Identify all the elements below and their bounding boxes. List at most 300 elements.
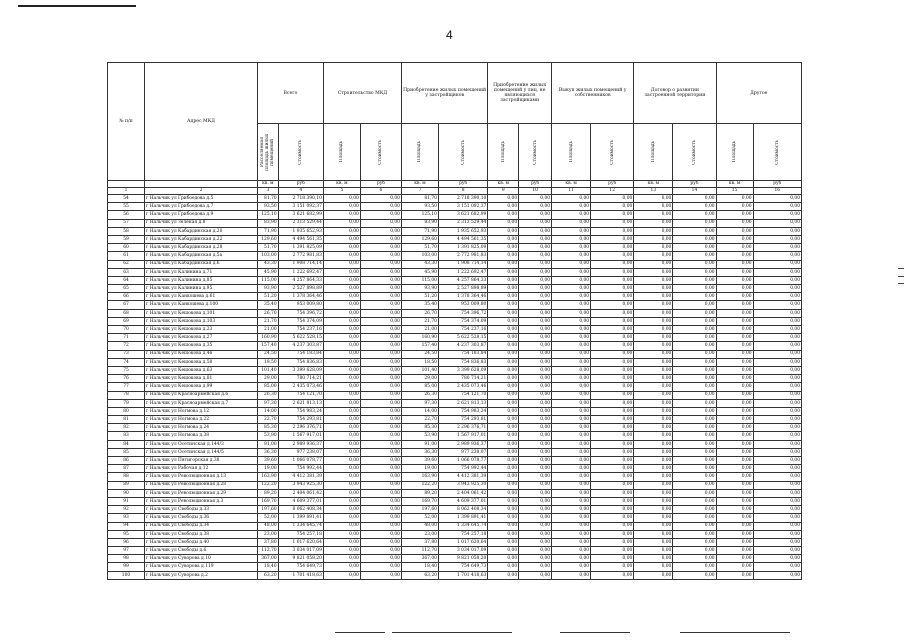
row-developer-cost: 2 527 898,89 (438, 285, 487, 293)
row-construction-area: 0,00 (323, 538, 360, 546)
row-developer-area: 129,60 (401, 235, 438, 243)
row-developer-cost: 754 374,09 (438, 317, 487, 325)
row-developer-cost: 1 222 692,47 (438, 268, 487, 276)
row-zero-value: 0,00 (519, 424, 552, 432)
row-zero-value: 0,00 (634, 268, 673, 276)
row-zero-value: 0,00 (591, 571, 634, 579)
row-zero-value: 0,00 (716, 227, 753, 235)
row-zero-value: 0,00 (488, 219, 519, 227)
row-zero-value: 0,00 (634, 358, 673, 366)
row-zero-value: 0,00 (716, 538, 753, 546)
row-zero-value: 0,00 (552, 530, 591, 538)
row-zero-value: 0,00 (716, 424, 753, 432)
row-total-area: 18,50 (258, 358, 279, 366)
row-zero-value: 0,00 (488, 448, 519, 456)
table-row (108, 383, 802, 391)
row-number: 63 (108, 268, 145, 276)
row-zero-value: 0,00 (753, 211, 801, 219)
row-zero-value: 0,00 (634, 375, 673, 383)
row-zero-value: 0,00 (753, 547, 801, 555)
row-total-cost: 1 378 364,46 (278, 293, 323, 301)
row-address: г Нальчик ул Революционная д.29 (145, 489, 258, 497)
row-zero-value: 0,00 (519, 457, 552, 465)
row-total-area: 169,70 (258, 497, 279, 505)
row-zero-value: 0,00 (552, 268, 591, 276)
table-row (108, 268, 802, 276)
row-construction-area: 0,00 (323, 440, 360, 448)
row-construction-cost: 0,00 (360, 399, 401, 407)
row-construction-cost: 0,00 (360, 424, 401, 432)
row-zero-value: 0,00 (634, 497, 673, 505)
row-zero-value: 0,00 (552, 489, 591, 497)
row-address: г Нальчик ул Свободы д.6 (145, 547, 258, 555)
table-row (108, 203, 802, 211)
row-construction-area: 0,00 (323, 211, 360, 219)
row-address: г Нальчик ул Ногмова д.38 (145, 432, 258, 440)
row-developer-area: 103,00 (401, 252, 438, 260)
row-zero-value: 0,00 (753, 293, 801, 301)
row-developer-area: 157,40 (401, 342, 438, 350)
row-address: г Нальчик ул Кешокова д.103 (145, 317, 258, 325)
row-zero-value: 0,00 (488, 252, 519, 260)
row-zero-value: 0,00 (519, 465, 552, 473)
row-zero-value: 0,00 (488, 309, 519, 317)
row-zero-value: 0,00 (591, 506, 634, 514)
row-zero-value: 0,00 (488, 514, 519, 522)
row-zero-value: 0,00 (552, 276, 591, 284)
row-zero-value: 0,00 (673, 497, 716, 505)
table-row (108, 481, 802, 489)
row-construction-cost: 0,00 (360, 334, 401, 342)
row-number: 75 (108, 366, 145, 374)
row-construction-area: 0,00 (323, 203, 360, 211)
row-zero-value: 0,00 (552, 407, 591, 415)
table-row (108, 489, 802, 497)
row-total-area: 71,90 (258, 227, 279, 235)
row-total-cost: 1 222 692,47 (278, 268, 323, 276)
row-zero-value: 0,00 (634, 465, 673, 473)
header-subcolumn-label: Площадь (650, 141, 656, 163)
table-row (108, 227, 802, 235)
row-construction-area: 0,00 (323, 547, 360, 555)
row-developer-area: 115,00 (401, 276, 438, 284)
row-developer-cost: 2 621 813,13 (438, 399, 487, 407)
row-zero-value: 0,00 (753, 252, 801, 260)
row-total-area: 157,40 (258, 342, 279, 350)
row-total-area: 23,00 (258, 530, 279, 538)
row-construction-area: 0,00 (323, 285, 360, 293)
row-construction-cost: 0,00 (360, 555, 401, 563)
table-row (108, 416, 802, 424)
row-total-area: 36,30 (258, 448, 279, 456)
row-zero-value: 0,00 (673, 514, 716, 522)
row-total-area: 163,90 (258, 473, 279, 481)
row-zero-value: 0,00 (634, 195, 673, 203)
row-zero-value: 0,00 (591, 195, 634, 203)
row-zero-value: 0,00 (488, 276, 519, 284)
header-subcolumn (552, 124, 591, 181)
row-zero-value: 0,00 (716, 276, 753, 284)
header-column-number: 10 (519, 188, 552, 195)
row-total-cost: 4 257 864,33 (278, 276, 323, 284)
row-developer-area: 160,90 (401, 334, 438, 342)
row-zero-value: 0,00 (753, 391, 801, 399)
row-zero-value: 0,00 (753, 301, 801, 309)
row-zero-value: 0,00 (488, 375, 519, 383)
row-zero-value: 0,00 (552, 465, 591, 473)
row-zero-value: 0,00 (634, 219, 673, 227)
resettlement-table (107, 62, 802, 580)
row-number: 78 (108, 391, 145, 399)
row-zero-value: 0,00 (591, 399, 634, 407)
row-zero-value: 0,00 (753, 358, 801, 366)
row-zero-value: 0,00 (634, 481, 673, 489)
row-zero-value: 0,00 (488, 481, 519, 489)
footer-rule (392, 632, 512, 633)
row-construction-cost: 0,00 (360, 342, 401, 350)
row-total-cost: 2 404 061,42 (278, 489, 323, 497)
row-zero-value: 0,00 (716, 399, 753, 407)
row-zero-value: 0,00 (673, 219, 716, 227)
row-zero-value: 0,00 (591, 457, 634, 465)
header-unit: руб (278, 181, 323, 188)
row-zero-value: 0,00 (591, 252, 634, 260)
row-zero-value: 0,00 (673, 407, 716, 415)
row-number: 59 (108, 235, 145, 243)
row-zero-value: 0,00 (591, 547, 634, 555)
row-construction-area: 0,00 (323, 555, 360, 563)
row-zero-value: 0,00 (488, 285, 519, 293)
row-construction-cost: 0,00 (360, 219, 401, 227)
row-number: 57 (108, 219, 145, 227)
row-zero-value: 0,00 (488, 457, 519, 465)
table-row (108, 506, 802, 514)
row-zero-value: 0,00 (716, 235, 753, 243)
margin-mark (898, 283, 904, 284)
row-zero-value: 0,00 (519, 555, 552, 563)
footer-rule (680, 632, 790, 633)
row-construction-area: 0,00 (323, 481, 360, 489)
header-column-number: 16 (753, 188, 801, 195)
row-developer-cost: 2 989 936,37 (438, 440, 487, 448)
row-construction-cost: 0,00 (360, 448, 401, 456)
row-developer-area: 81,70 (401, 195, 438, 203)
row-zero-value: 0,00 (519, 497, 552, 505)
row-address: г Нальчик ул Грибоедова д.9 (145, 211, 258, 219)
header-subcolumn-label: Площадь (500, 141, 506, 163)
header-group-development: Договор о развитии застроенной территории (634, 63, 716, 124)
row-zero-value: 0,00 (488, 235, 519, 243)
table-row (108, 260, 802, 268)
row-zero-value: 0,00 (488, 547, 519, 555)
row-construction-area: 0,00 (323, 195, 360, 203)
row-developer-cost: 4 257 864,33 (438, 276, 487, 284)
row-developer-area: 93,90 (401, 285, 438, 293)
header-column-number: 2 (145, 188, 258, 195)
row-total-cost: 5 622 528,15 (278, 334, 323, 342)
row-number: 88 (108, 473, 145, 481)
row-number: 92 (108, 506, 145, 514)
table-row (108, 563, 802, 571)
row-construction-cost: 0,00 (360, 203, 401, 211)
row-construction-cost: 0,00 (360, 244, 401, 252)
row-developer-area: 163,90 (401, 473, 438, 481)
row-zero-value: 0,00 (673, 383, 716, 391)
row-zero-value: 0,00 (519, 375, 552, 383)
row-developer-area: 125,10 (401, 211, 438, 219)
row-zero-value: 0,00 (716, 301, 753, 309)
row-address: г Нальчик ул Свободы д.33 (145, 506, 258, 514)
row-zero-value: 0,00 (488, 211, 519, 219)
row-zero-value: 0,00 (716, 260, 753, 268)
row-zero-value: 0,00 (552, 350, 591, 358)
row-zero-value: 0,00 (716, 555, 753, 563)
row-address: г Нальчик ул Кешокова д.81 (145, 375, 258, 383)
row-zero-value: 0,00 (519, 203, 552, 211)
row-zero-value: 0,00 (634, 334, 673, 342)
row-zero-value: 0,00 (591, 244, 634, 252)
table-row (108, 448, 802, 456)
row-developer-cost: 754 183,84 (438, 350, 487, 358)
row-construction-cost: 0,00 (360, 211, 401, 219)
row-developer-cost: 3 621 682,99 (438, 211, 487, 219)
table-row (108, 244, 802, 252)
row-zero-value: 0,00 (753, 555, 801, 563)
row-zero-value: 0,00 (673, 489, 716, 497)
row-zero-value: 0,00 (716, 440, 753, 448)
row-total-cost: 754 237,16 (278, 326, 323, 334)
row-zero-value: 0,00 (591, 358, 634, 366)
row-developer-area: 51,70 (401, 244, 438, 252)
row-total-cost: 2 435 073,46 (278, 383, 323, 391)
row-construction-area: 0,00 (323, 375, 360, 383)
row-zero-value: 0,00 (716, 309, 753, 317)
row-total-area: 83,90 (258, 219, 279, 227)
row-developer-area: 26,30 (401, 391, 438, 399)
row-zero-value: 0,00 (552, 227, 591, 235)
row-zero-value: 0,00 (634, 342, 673, 350)
row-zero-value: 0,00 (591, 350, 634, 358)
row-construction-area: 0,00 (323, 293, 360, 301)
row-zero-value: 0,00 (519, 506, 552, 514)
row-zero-value: 0,00 (716, 416, 753, 424)
row-developer-cost: 1 399 891,41 (438, 514, 487, 522)
row-developer-area: 112,70 (401, 547, 438, 555)
row-zero-value: 0,00 (591, 489, 634, 497)
row-zero-value: 0,00 (716, 334, 753, 342)
row-zero-value: 0,00 (673, 375, 716, 383)
row-construction-cost: 0,00 (360, 530, 401, 538)
row-total-cost: 754 257,18 (278, 530, 323, 538)
row-zero-value: 0,00 (488, 227, 519, 235)
row-construction-area: 0,00 (323, 448, 360, 456)
row-construction-area: 0,00 (323, 416, 360, 424)
row-developer-area: 39,60 (401, 457, 438, 465)
footer-rule (560, 632, 630, 633)
row-zero-value: 0,00 (634, 260, 673, 268)
row-construction-cost: 0,00 (360, 547, 401, 555)
table-row (108, 497, 802, 505)
row-construction-cost: 0,00 (360, 457, 401, 465)
row-zero-value: 0,00 (488, 440, 519, 448)
row-construction-cost: 0,00 (360, 506, 401, 514)
header-subcolumn (323, 124, 360, 181)
row-zero-value: 0,00 (591, 514, 634, 522)
row-zero-value: 0,00 (753, 416, 801, 424)
row-zero-value: 0,00 (591, 334, 634, 342)
row-developer-cost: 3 943 925,30 (438, 481, 487, 489)
row-developer-cost: 754 836,83 (438, 358, 487, 366)
row-zero-value: 0,00 (519, 571, 552, 579)
row-total-cost: 754 183,84 (278, 350, 323, 358)
row-construction-cost: 0,00 (360, 227, 401, 235)
row-construction-cost: 0,00 (360, 563, 401, 571)
row-number: 54 (108, 195, 145, 203)
row-developer-cost: 5 622 528,15 (438, 334, 487, 342)
row-construction-area: 0,00 (323, 309, 360, 317)
row-zero-value: 0,00 (519, 522, 552, 530)
row-total-area: 91,00 (258, 440, 279, 448)
row-address: г Нальчик ул Кешокова д.99 (145, 383, 258, 391)
row-developer-cost: 1 908 714,14 (438, 260, 487, 268)
row-developer-cost: 2 718 390,10 (438, 195, 487, 203)
row-zero-value: 0,00 (673, 481, 716, 489)
row-zero-value: 0,00 (552, 334, 591, 342)
row-total-cost: 754 374,09 (278, 317, 323, 325)
row-zero-value: 0,00 (673, 268, 716, 276)
row-construction-cost: 0,00 (360, 571, 401, 579)
row-number: 94 (108, 522, 145, 530)
row-developer-area: 26,70 (401, 309, 438, 317)
row-total-area: 122,20 (258, 481, 279, 489)
row-zero-value: 0,00 (488, 260, 519, 268)
row-number: 58 (108, 227, 145, 235)
row-total-cost: 2 718 390,10 (278, 195, 323, 203)
page-number: 4 (446, 28, 453, 42)
row-zero-value: 0,00 (716, 211, 753, 219)
row-total-cost: 8 062 408,34 (278, 506, 323, 514)
header-subcolumn (716, 124, 753, 181)
row-total-cost: 3 621 682,99 (278, 211, 323, 219)
row-construction-area: 0,00 (323, 424, 360, 432)
row-number: 83 (108, 432, 145, 440)
row-address: г Нальчик ул Свободы д.36 (145, 514, 258, 522)
row-total-area: 93,90 (258, 285, 279, 293)
header-column-number: 7 (401, 188, 438, 195)
row-address: г Нальчик ул Кешокова д.63 (145, 366, 258, 374)
row-number: 84 (108, 440, 145, 448)
row-zero-value: 0,00 (519, 440, 552, 448)
row-number: 71 (108, 334, 145, 342)
header-no: № п/п (108, 63, 145, 181)
row-total-cost: 4 237 303,87 (278, 342, 323, 350)
row-total-cost: 977 238,07 (278, 448, 323, 456)
row-construction-cost: 0,00 (360, 350, 401, 358)
row-zero-value: 0,00 (673, 538, 716, 546)
row-developer-area: 91,00 (401, 440, 438, 448)
header-subcolumn (519, 124, 552, 181)
row-zero-value: 0,00 (488, 195, 519, 203)
row-zero-value: 0,00 (753, 457, 801, 465)
row-zero-value: 0,00 (673, 432, 716, 440)
row-zero-value: 0,00 (552, 457, 591, 465)
row-total-area: 115,00 (258, 276, 279, 284)
row-address: г Нальчик ул Кешокова д.101 (145, 309, 258, 317)
row-developer-cost: 1 567 917,01 (438, 432, 487, 440)
row-total-area: 85,30 (258, 424, 279, 432)
header-subcolumn-label: Расселяемая площадь жилых помещений (260, 133, 276, 171)
row-zero-value: 0,00 (519, 219, 552, 227)
row-zero-value: 0,00 (634, 432, 673, 440)
row-zero-value: 0,00 (552, 547, 591, 555)
header-column-number: 8 (438, 188, 487, 195)
row-zero-value: 0,00 (519, 448, 552, 456)
row-total-cost: 4 412 381,39 (278, 473, 323, 481)
row-developer-cost: 1 334 645,74 (438, 522, 487, 530)
row-zero-value: 0,00 (716, 285, 753, 293)
header-unit: руб (673, 181, 716, 188)
row-zero-value: 0,00 (552, 538, 591, 546)
row-number: 61 (108, 252, 145, 260)
row-zero-value: 0,00 (552, 424, 591, 432)
row-construction-cost: 0,00 (360, 473, 401, 481)
row-zero-value: 0,00 (634, 457, 673, 465)
row-zero-value: 0,00 (753, 571, 801, 579)
row-zero-value: 0,00 (673, 358, 716, 366)
row-zero-value: 0,00 (591, 383, 634, 391)
row-address: г Нальчик ул Суворова д.10 (145, 555, 258, 563)
row-developer-area: 93,50 (401, 203, 438, 211)
row-zero-value: 0,00 (552, 383, 591, 391)
row-address: г Нальчик ул Революционная д.28 (145, 481, 258, 489)
row-construction-cost: 0,00 (360, 538, 401, 546)
row-total-area: 37,80 (258, 538, 279, 546)
row-zero-value: 0,00 (634, 309, 673, 317)
row-construction-area: 0,00 (323, 497, 360, 505)
row-construction-area: 0,00 (323, 334, 360, 342)
row-construction-cost: 0,00 (360, 522, 401, 530)
header-column-number: 5 (323, 188, 360, 195)
row-zero-value: 0,00 (634, 276, 673, 284)
row-zero-value: 0,00 (488, 358, 519, 366)
row-total-area: 29,00 (258, 375, 279, 383)
row-zero-value: 0,00 (634, 252, 673, 260)
row-zero-value: 0,00 (673, 555, 716, 563)
row-zero-value: 0,00 (753, 489, 801, 497)
row-zero-value: 0,00 (634, 424, 673, 432)
row-construction-cost: 0,00 (360, 276, 401, 284)
row-developer-area: 122,20 (401, 481, 438, 489)
row-zero-value: 0,00 (753, 563, 801, 571)
row-developer-cost: 2 404 061,42 (438, 489, 487, 497)
row-zero-value: 0,00 (673, 416, 716, 424)
row-zero-value: 0,00 (753, 227, 801, 235)
row-construction-area: 0,00 (323, 383, 360, 391)
row-zero-value: 0,00 (591, 260, 634, 268)
row-number: 67 (108, 301, 145, 309)
row-zero-value: 0,00 (634, 326, 673, 334)
row-number: 76 (108, 375, 145, 383)
table-row (108, 399, 802, 407)
row-developer-area: 24,50 (401, 350, 438, 358)
header-unit: руб (519, 181, 552, 188)
row-zero-value: 0,00 (488, 522, 519, 530)
row-zero-value: 0,00 (673, 350, 716, 358)
row-number: 80 (108, 407, 145, 415)
table-row (108, 538, 802, 546)
row-zero-value: 0,00 (634, 506, 673, 514)
row-zero-value: 0,00 (753, 260, 801, 268)
